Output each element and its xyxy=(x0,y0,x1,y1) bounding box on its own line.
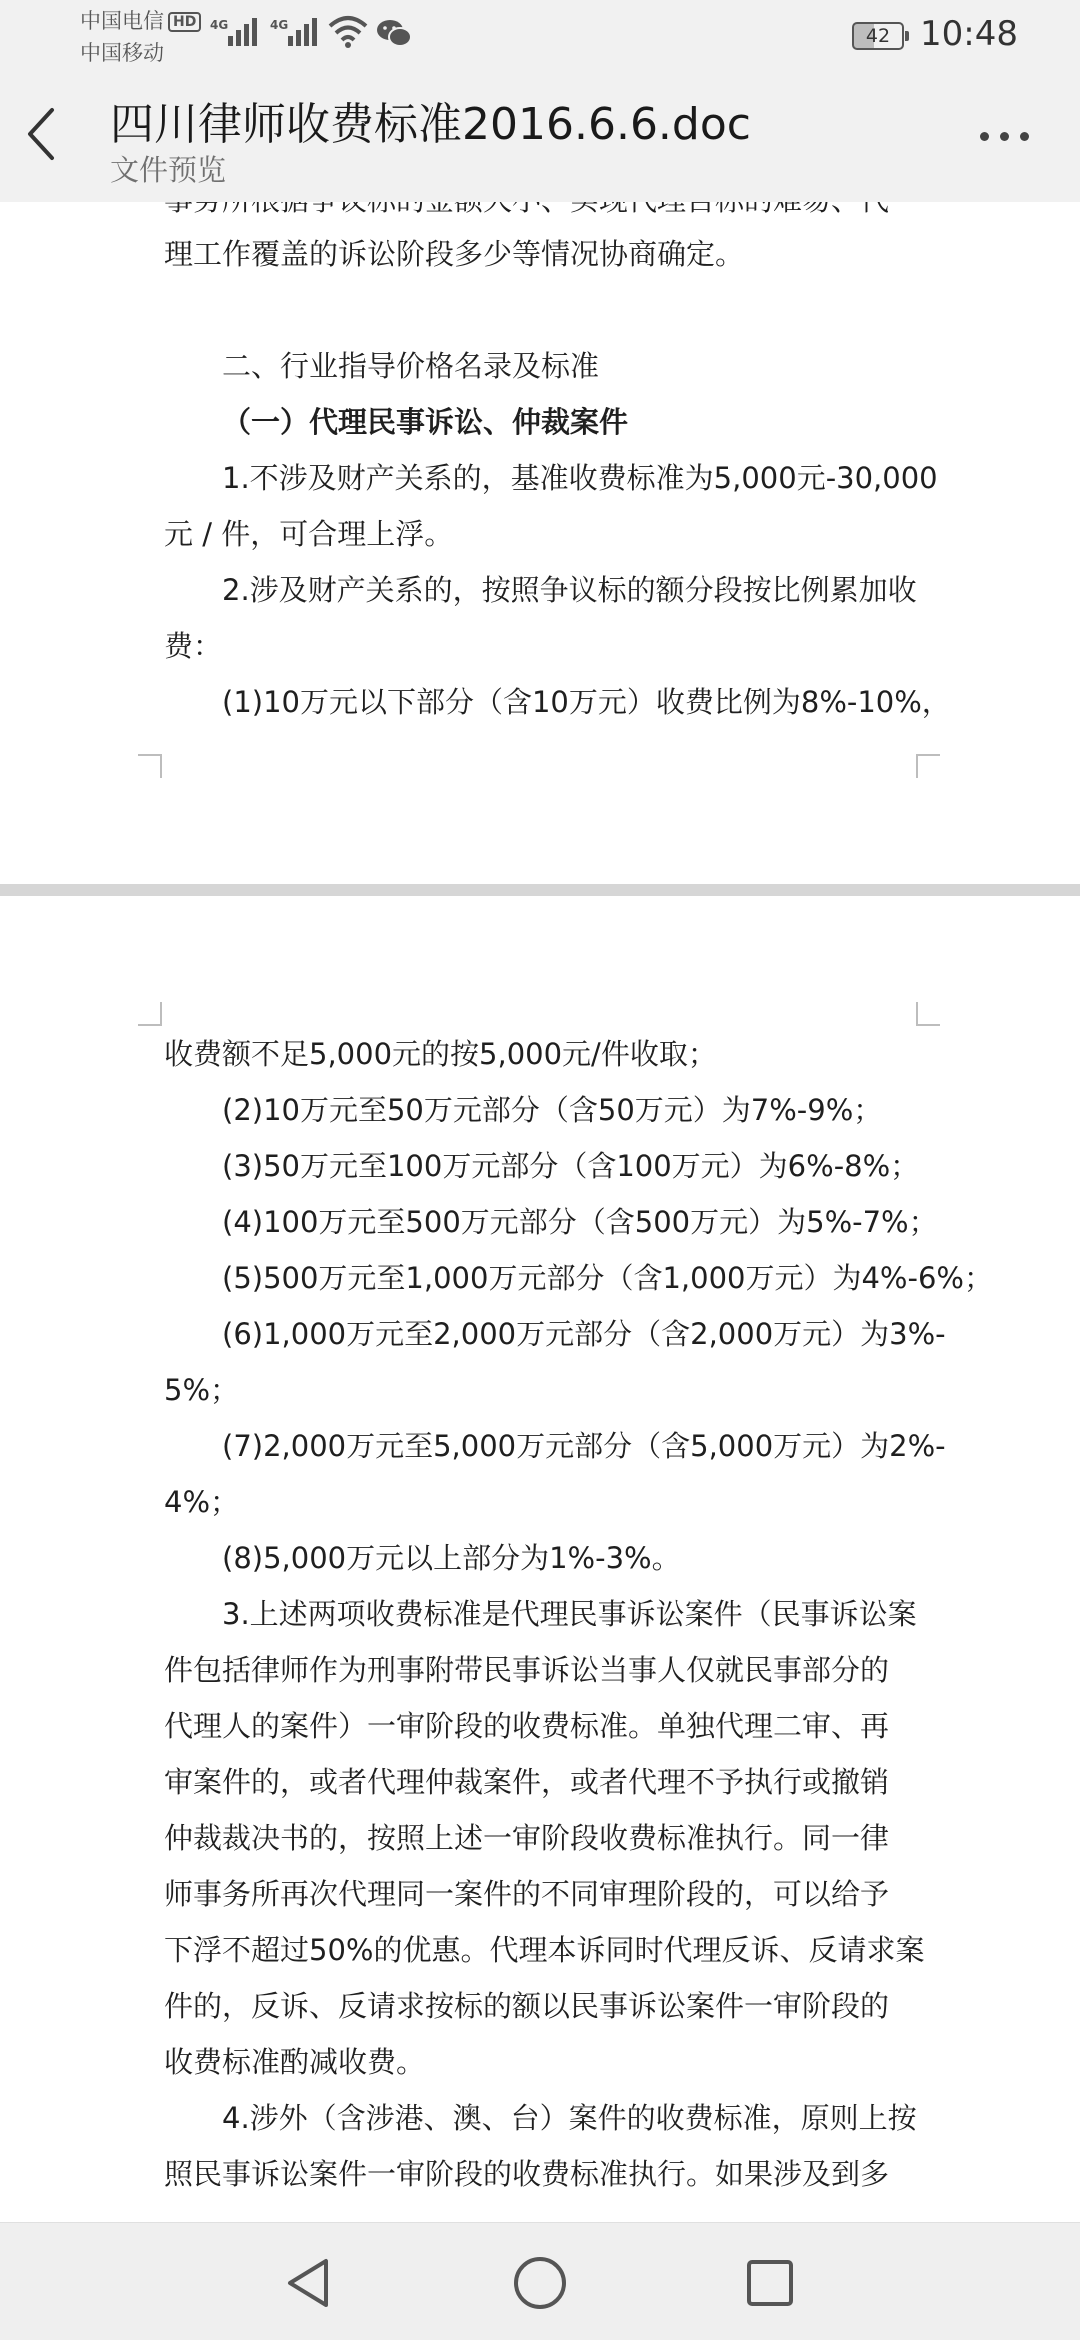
doc-line: 元 / 件，可合理上浮。 xyxy=(164,517,454,551)
doc-line: 师事务所再次代理同一案件的不同审理阶段的，可以给予 xyxy=(164,1877,890,1911)
more-dots-icon xyxy=(980,132,989,141)
back-arrow-icon xyxy=(22,104,62,164)
nav-back-button[interactable] xyxy=(280,2253,340,2313)
doc-line: 照民事诉讼案件一审阶段的收费标准执行。如果涉及到多 xyxy=(164,2157,890,2191)
doc-line: 5%； xyxy=(164,1373,240,1407)
doc-line: (2)10万元至50万元部分（含50万元）为7%-9%； xyxy=(222,1093,883,1127)
nav-home-button[interactable] xyxy=(510,2253,570,2313)
wifi-icon xyxy=(328,14,368,48)
back-button[interactable] xyxy=(22,104,82,174)
nav-recents-button[interactable] xyxy=(740,2253,800,2313)
doc-line: 2.涉及财产关系的，按照争议标的额分段按比例累加收 xyxy=(222,573,917,607)
nav-home-icon xyxy=(510,2253,570,2313)
more-dots-icon xyxy=(1020,132,1029,141)
doc-line: 下浮不超过50%的优惠。代理本诉同时代理反诉、反请求案 xyxy=(164,1933,925,1967)
signal-2-label: 4G xyxy=(270,18,289,32)
nav-back-icon xyxy=(280,2253,340,2313)
doc-line: 理工作覆盖的诉讼阶段多少等情况协商确定。 xyxy=(164,237,745,271)
doc-line: 1.不涉及财产关系的，基准收费标准为5,000元-30,000 xyxy=(222,461,938,495)
doc-line: (6)1,000万元至2,000万元部分（含2,000万元）为3%- xyxy=(222,1317,946,1351)
hd-badge: HD xyxy=(168,12,201,32)
top-bar xyxy=(0,0,1080,202)
doc-line: (8)5,000万元以上部分为1%-3%。 xyxy=(222,1541,681,1575)
crop-mark xyxy=(138,754,162,778)
doc-line: 仲裁裁决书的，按照上述一审阶段收费标准执行。同一律 xyxy=(164,1821,890,1855)
nav-recents-icon xyxy=(740,2253,800,2313)
wechat-icon xyxy=(376,18,412,48)
doc-line: 收费额不足5,000元的按5,000元/件收取； xyxy=(164,1037,717,1071)
carrier-1 xyxy=(80,8,201,34)
battery-icon: 42 xyxy=(852,22,904,50)
doc-line: 收费标准酌减收费。 xyxy=(164,2045,426,2079)
doc-line: 3.上述两项收费标准是代理民事诉讼案件（民事诉讼案 xyxy=(222,1597,917,1631)
doc-line: 件包括律师作为刑事附带民事诉讼当事人仅就民事部分的 xyxy=(164,1653,890,1687)
doc-line: 4.涉外（含涉港、澳、台）案件的收费标准，原则上按 xyxy=(222,2101,917,2135)
more-dots-icon xyxy=(1000,132,1009,141)
navigation-bar xyxy=(0,2222,1080,2340)
doc-line: (1)10万元以下部分（含10万元）收费比例为8%-10%， xyxy=(222,685,951,719)
doc-line: 审案件的，或者代理仲裁案件，或者代理不予执行或撤销 xyxy=(164,1765,890,1799)
doc-line: (3)50万元至100万元部分（含100万元）为6%-8%； xyxy=(222,1149,920,1183)
crop-mark xyxy=(916,1002,940,1026)
carrier-2: 中国移动 xyxy=(80,41,164,65)
status-bar xyxy=(0,0,1080,70)
doc-heading: （一）代理民事诉讼、仲裁案件 xyxy=(222,405,629,439)
more-options-button[interactable] xyxy=(970,110,1040,160)
doc-line: 4%； xyxy=(164,1485,240,1519)
document-title: 四川律师收费标准2016.6.6.doc xyxy=(110,99,751,150)
doc-line: (7)2,000万元至5,000万元部分（含5,000万元）为2%- xyxy=(222,1429,946,1463)
clock: 10:48 xyxy=(920,14,1018,54)
signal-1-label: 4G xyxy=(210,18,229,32)
doc-line: 二、行业指导价格名录及标准 xyxy=(222,349,600,383)
crop-mark xyxy=(916,754,940,778)
doc-line: (4)100万元至500万元部分（含500万元）为5%-7%； xyxy=(222,1205,938,1239)
document-viewer[interactable] xyxy=(0,202,1080,2222)
carrier-1-label: 中国电信 xyxy=(80,9,164,33)
doc-line: 件的，反诉、反请求按标的额以民事诉讼案件一审阶段的 xyxy=(164,1989,890,2023)
doc-line: 代理人的案件）一审阶段的收费标准。单独代理二审、再 xyxy=(164,1709,890,1743)
page-separator xyxy=(0,884,1080,896)
doc-line: 费： xyxy=(164,629,223,663)
crop-mark xyxy=(138,1002,162,1026)
document-subtitle: 文件预览 xyxy=(110,153,227,187)
doc-line: (5)500万元至1,000万元部分（含1,000万元）为4%-6%； xyxy=(222,1261,993,1295)
